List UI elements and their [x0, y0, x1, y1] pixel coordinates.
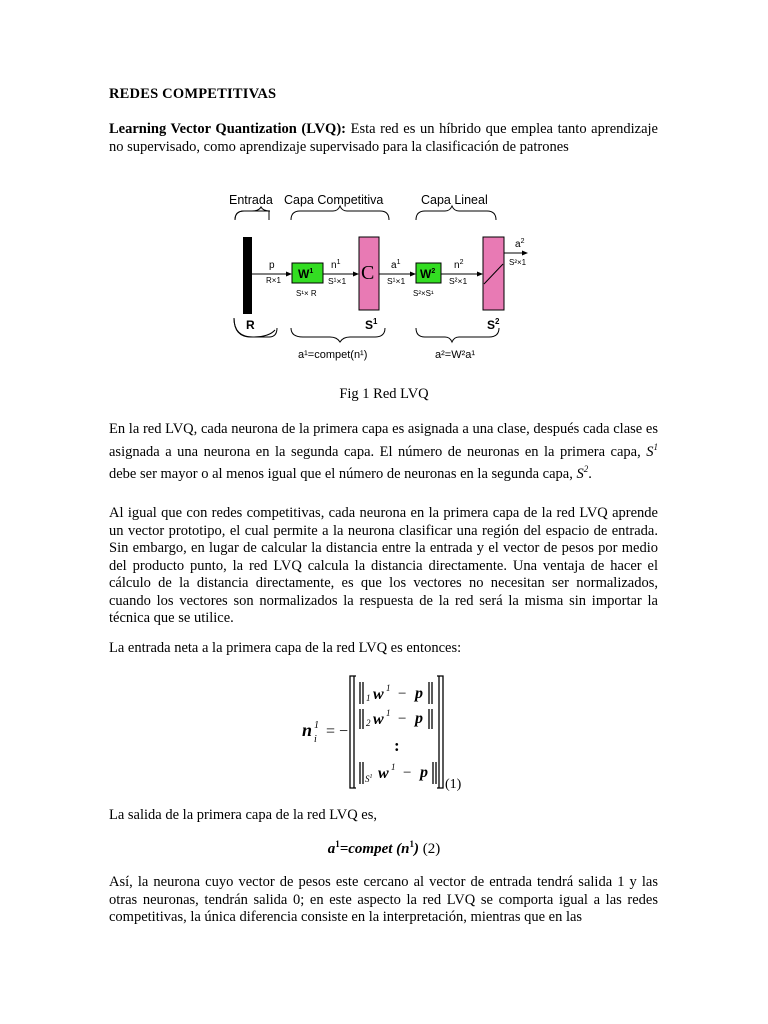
- eq2-close: ): [414, 841, 420, 857]
- label-p: p: [269, 260, 275, 271]
- eq1-dots: :: [394, 736, 400, 755]
- eq1-row3-minus: −: [403, 765, 412, 781]
- label-n1: $n^1$: [331, 259, 341, 271]
- page-title: REDES COMPETITIVAS: [109, 86, 277, 102]
- label-eq-a1: a¹=compet(n¹): [298, 349, 368, 361]
- figure-caption: Fig 1 Red LVQ: [339, 386, 429, 402]
- eq1-row3-p: p: [420, 764, 428, 781]
- paragraph-1: [109, 421, 658, 483]
- paragraph-2: Al igual que con redes competitivas, cada neurona en la primera capa de la red LVQ aprende un vector prototipo, el cual permite a la neurona clasificar una región del espacio de entrada. Sin embargo, en lugar de calcular la distancia entre la entrada y el vector de pesos por medio del producto punto, la red LVQ calcula la distancia directamente. Una ventaja de hacer el cálculo de la distancia directamente, es que los vectores no necesitan ser normalizados, cuando los vectores son normalizados la respuesta de la red será la misma sin importar la técnica que se utilice.: [109, 505, 658, 626]
- label-capa-competitiva: Capa Competitiva: [284, 193, 384, 207]
- label-c: C: [361, 262, 375, 284]
- label-a2: $a^2$: [515, 238, 525, 250]
- eq1-row1-index: 1: [366, 693, 371, 703]
- label-s1: $S^1$: [365, 317, 378, 332]
- label-s2xs1: S²×S¹: [413, 289, 434, 298]
- eq1-row3-w: w: [378, 765, 389, 782]
- p1-text-a: En la red LVQ, cada neurona de la primera capa es asignada a una clase, después cada clase es asignada a una neurona en la segunda capa. El número de neuronas en la primera capa,: [109, 421, 658, 460]
- p1-s1: S: [646, 443, 654, 460]
- label-w2: $W^2$: [420, 267, 436, 281]
- equation-1: [300, 670, 500, 800]
- p1-s2: S: [576, 465, 584, 482]
- eq1-row2-minus: −: [398, 711, 407, 727]
- eq1-row2-w: w: [373, 711, 384, 728]
- eq1-lhs: n: [302, 720, 313, 740]
- label-s1x1-a: S¹×1: [328, 276, 347, 286]
- paragraph-5: Así, la neurona cuyo vector de pesos este cercano al vector de entrada tendrá salida 1 y las otras neuronas, tendrán salida 0; en este aspecto la red LVQ se comporta igual a las redes competitivas, la única diferencia consiste en la interpretación, mientras que en las: [109, 874, 658, 925]
- p1-s1-sup: 1: [653, 441, 658, 452]
- p1-text-b: debe ser mayor o al menos igual que el número de neuronas en la segunda capa,: [109, 465, 577, 482]
- eq1-row2-p: p: [415, 710, 423, 727]
- label-rx1: R×1: [266, 276, 281, 285]
- eq2-lhs-sup: 1: [335, 839, 340, 849]
- eq1-row2-w-sup: 1: [386, 708, 391, 718]
- eq1-row2-index: 2: [366, 718, 371, 728]
- label-n2: $n^2$: [454, 259, 464, 271]
- intro-paragraph: [109, 121, 658, 156]
- eq1-lhs-sup: 1: [314, 720, 319, 731]
- eq1-row1-p: p: [415, 685, 423, 702]
- label-s2x1-a: S²×1: [449, 276, 468, 286]
- eq1-label: (1): [445, 777, 462, 792]
- label-s1x1-b: S¹×1: [387, 276, 406, 286]
- p1-text-c: .: [588, 465, 592, 482]
- label-s2: $S^2$: [487, 317, 500, 332]
- eq1-equals: = −: [326, 723, 349, 740]
- intro-text: Esta red es un híbrido que emplea tanto aprendizaje no supervisado, como aprendizaje supervisado para la clasificación de patrones: [109, 121, 658, 155]
- eq1-row1-minus: −: [398, 686, 407, 702]
- label-entrada: Entrada: [229, 193, 273, 207]
- label-s2x1-b: S²×1: [509, 258, 527, 267]
- eq1-row1-w-sup: 1: [386, 683, 391, 693]
- label-r: R: [246, 318, 255, 332]
- label-s1xr: S¹× R: [296, 289, 317, 298]
- input-bar: [243, 237, 252, 314]
- label-w1: $W^1$: [298, 267, 314, 281]
- eq2-n-sup: 1: [409, 839, 415, 849]
- paragraph-4: La salida de la primera capa de la red LVQ es,: [109, 807, 377, 823]
- eq2-n: n: [401, 841, 410, 857]
- paragraph-3: La entrada neta a la primera capa de la red LVQ es entonces:: [109, 640, 462, 656]
- eq2-label: (2): [419, 841, 441, 857]
- intro-term: Learning Vector Quantization (LVQ):: [109, 121, 346, 137]
- p1-s2-sup: 2: [583, 463, 589, 474]
- eq2-mid: =compet (: [339, 841, 402, 857]
- eq2-lhs: a: [327, 841, 336, 857]
- label-capa-lineal: Capa Lineal: [421, 193, 488, 207]
- eq1-row3-w-sup: 1: [391, 762, 396, 772]
- eq1-row3-index: $S^1$: [365, 774, 373, 784]
- eq1-row1-w: w: [373, 686, 384, 703]
- equation-2: [0, 839, 768, 858]
- label-a1: $a^1$: [391, 259, 401, 271]
- label-eq-a2: a²=W²a¹: [435, 349, 476, 361]
- lvq-network-diagram: [225, 187, 545, 369]
- eq1-lhs-sub: i: [314, 734, 317, 745]
